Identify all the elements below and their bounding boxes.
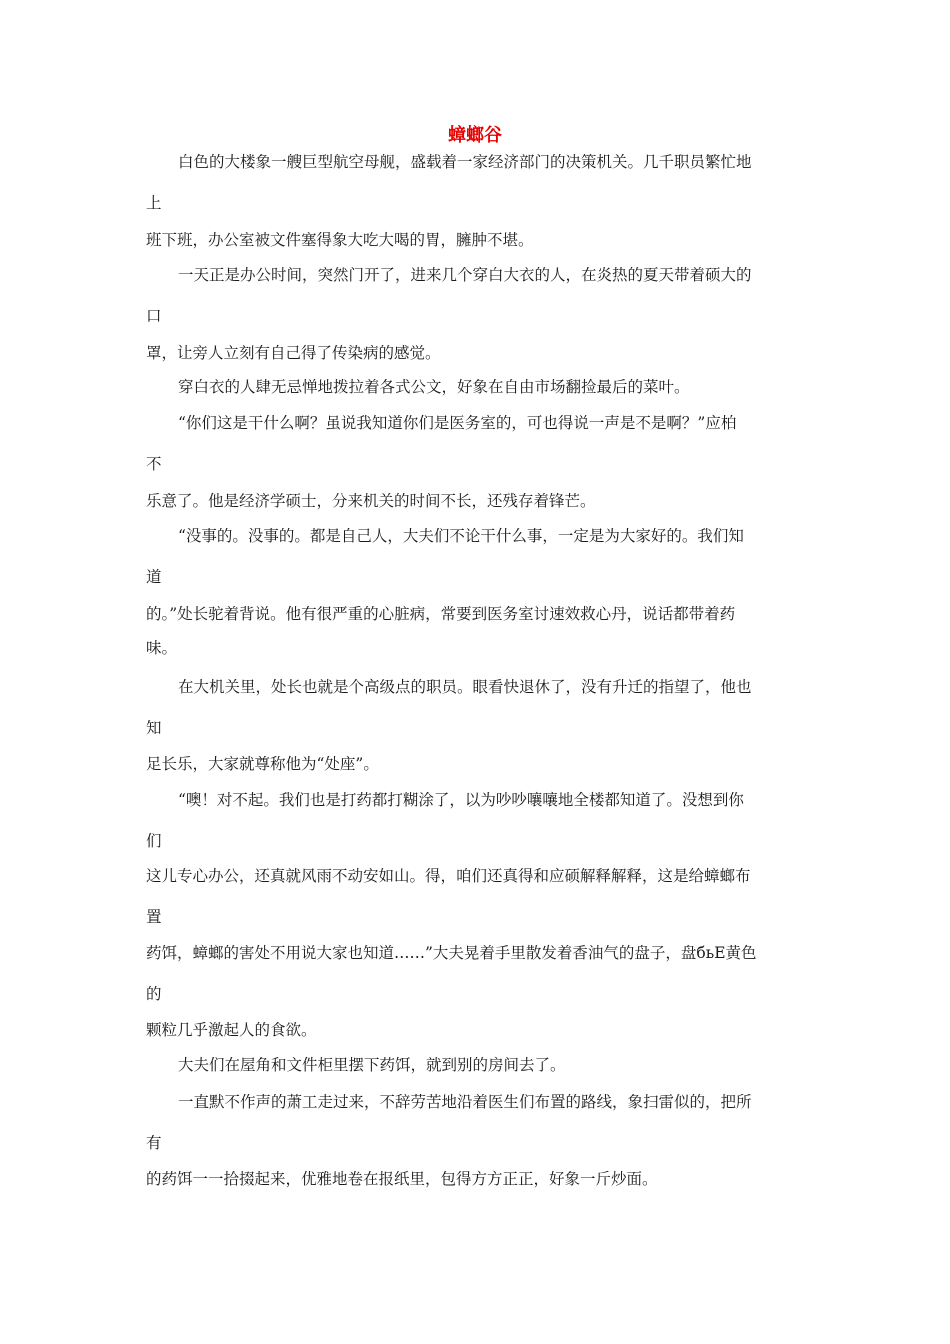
text-line: 罩，让旁人立刻有自己得了传染病的感觉。 bbox=[146, 344, 441, 362]
text-line: 在大机关里，处长也就是个高级点的职员。眼看快退休了，没有升迁的指望了，他也 bbox=[178, 678, 752, 696]
text-line: 白色的大楼象一艘巨型航空母舰，盛载着一家经济部门的决策机关。几千职员繁忙地 bbox=[178, 153, 752, 171]
text-line: 班下班，办公室被文件塞得象大吃大喝的胃，臃肿不堪。 bbox=[146, 231, 534, 249]
text-line: 足长乐，大家就尊称他为“处座”。 bbox=[146, 755, 379, 773]
text-line: “没事的。没事的。都是自己人，大夫们不论干什么事，一定是为大家好的。我们知 bbox=[178, 527, 744, 545]
text-line: 口 bbox=[146, 307, 162, 325]
text-line: 颗粒几乎激起人的食欲。 bbox=[146, 1021, 317, 1039]
text-line: 味。 bbox=[146, 639, 178, 657]
text-line: 大夫们在屋角和文件柜里摆下药饵，就到别的房间去了。 bbox=[178, 1056, 566, 1074]
text-line: 一天正是办公时间，突然门开了，进来几个穿白大衣的人，在炎热的夏天带着硕大的 bbox=[178, 266, 752, 284]
text-line: 的。”处长驼着背说。他有很严重的心脏病，常要到医务室讨速效救心丹，说话都带着药 bbox=[146, 605, 736, 623]
text-line: 不 bbox=[146, 455, 162, 473]
document-title: 蟑螂谷 bbox=[448, 125, 502, 146]
text-line: 知 bbox=[146, 719, 162, 737]
text-line: “你们这是干什么啊？虽说我知道你们是医务室的，可也得说一声是不是啊？”应柏 bbox=[178, 414, 737, 432]
text-line: 们 bbox=[146, 832, 162, 850]
text-line: 道 bbox=[146, 568, 162, 586]
text-line: 上 bbox=[146, 194, 162, 212]
text-line: 乐意了。他是经济学硕士，分来机关的时间不长，还残存着锋芒。 bbox=[146, 492, 596, 510]
text-line: 的 bbox=[146, 985, 162, 1003]
text-line: 药饵，蟑螂的害处不用说大家也知道……”大夫晃着手里散发着香油气的盘子，盘бьЕ黄色 bbox=[146, 944, 757, 962]
text-line: 有 bbox=[146, 1134, 162, 1152]
text-line: 置 bbox=[146, 908, 162, 926]
text-line: 一直默不作声的萧工走过来，不辞劳苦地沿着医生们布置的路线，象扫雷似的，把所 bbox=[178, 1093, 752, 1111]
text-line: 穿白衣的人肆无忌惮地拨拉着各式公文，好象在自由市场翻捡最后的菜叶。 bbox=[178, 378, 690, 396]
text-line: “噢！对不起。我们也是打药都打糊涂了，以为吵吵嚷嚷地全楼都知道了。没想到你 bbox=[178, 791, 744, 809]
text-line: 这儿专心办公，还真就风雨不动安如山。得，咱们还真得和应硕解释解释，这是给蟑螂布 bbox=[146, 867, 751, 885]
text-line: 的药饵一一拾掇起来，优雅地卷在报纸里，包得方方正正，好象一斤炒面。 bbox=[146, 1170, 658, 1188]
